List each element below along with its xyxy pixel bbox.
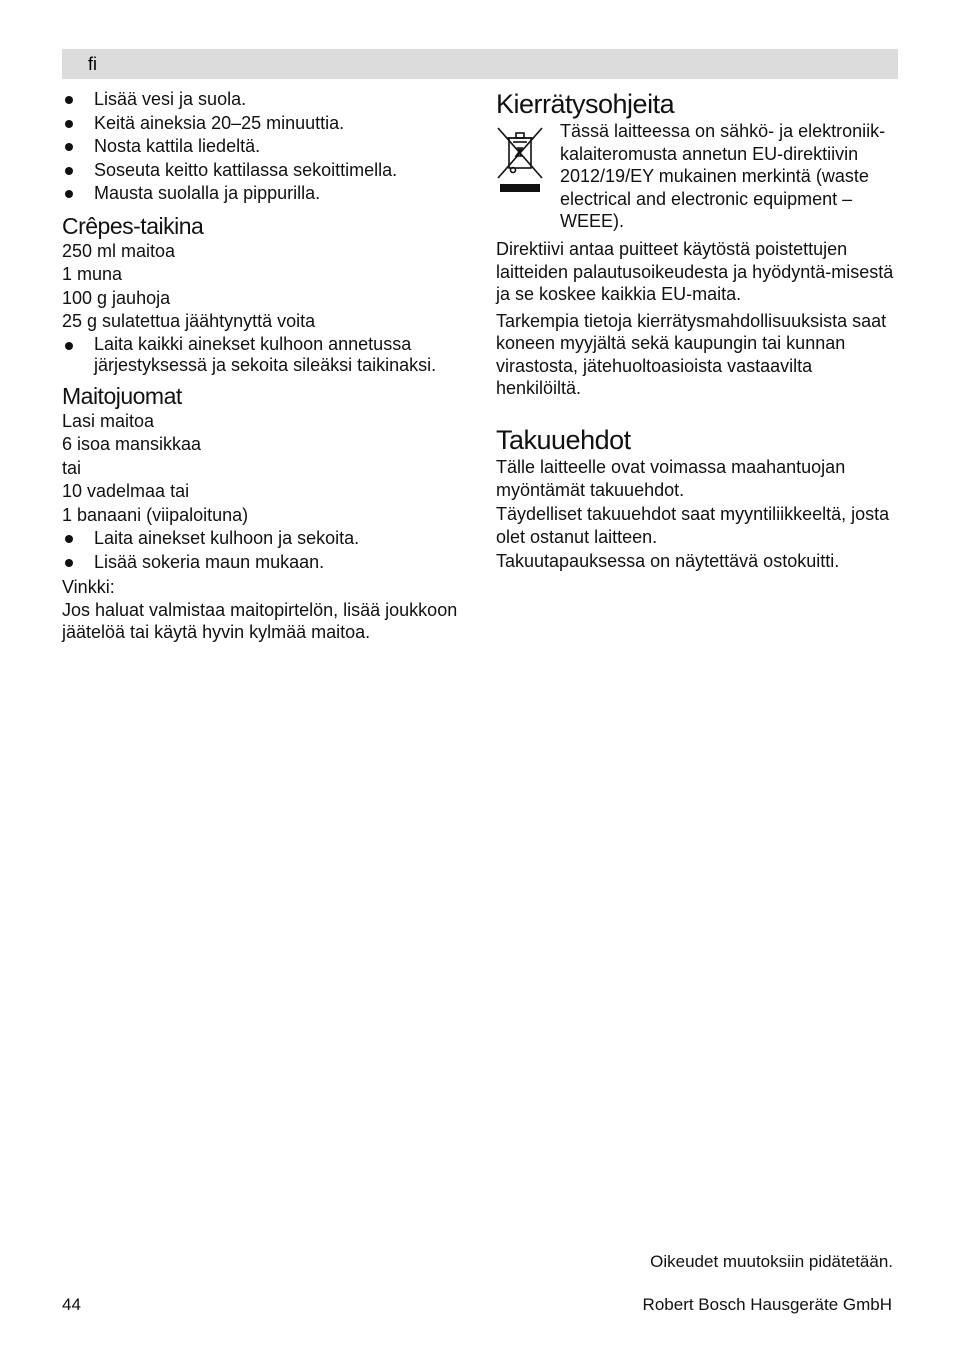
- tip-label: Vinkki:: [62, 577, 115, 597]
- ingredient-line: 250 ml maitoa: [62, 240, 176, 261]
- page-number: 44: [62, 1295, 81, 1314]
- milkshake-steps-list: [62, 527, 462, 574]
- warranty-paragraph-3: Takuutapauksessa on näytettävä ostokuitti.: [496, 550, 840, 571]
- list-item: Soseuta keitto kattilassa sekoittimella.: [62, 159, 462, 183]
- warranty-heading: Takuuehdot: [496, 424, 631, 455]
- soup-steps-list: [62, 88, 462, 206]
- milkshake-heading: Maitojuomat: [62, 382, 182, 409]
- ingredient-line: 1 banaani (viipaloituna): [62, 504, 249, 525]
- ingredient-line: 1 muna: [62, 264, 123, 284]
- language-bar: [62, 49, 898, 79]
- list-item: Laita kaikki ainekset kulhoon annetussa järjestyksessä ja sekoita sileäksi taikinaksi.: [62, 334, 462, 376]
- ingredient-line: 100 g jauhoja: [62, 287, 171, 308]
- recycling-paragraph-2: Tarkempia tietoja kierrätysmahdollisuuksista saat koneen myyjältä sekä kaupungin tai kunnan virastosta, jätehuoltoasioista vastaavilta henkilöiltä.: [496, 310, 887, 398]
- ingredient-line: 10 vadelmaa tai: [62, 481, 190, 501]
- warranty-paragraph-2: Täydelliset takuuehdot saat myyntiliikkeeltä, josta olet ostanut laitteen.: [496, 503, 890, 547]
- weee-block: [496, 120, 896, 238]
- crossed-out-wheelie-bin-icon: [496, 126, 544, 194]
- tip-text: Jos haluat valmistaa maitopirtelön, lisää joukkoon jäätelöä tai käytä hyvin kylmää maitoa.: [62, 600, 458, 642]
- company-name: Robert Bosch Hausgeräte GmbH: [642, 1295, 892, 1314]
- recycling-paragraph-1: Direktiivi antaa puitteet käytöstä poistettujen laitteiden palautusoikeudesta ja hyödyntä-misestä ja se koskee kaikkia EU-maita.: [496, 239, 894, 304]
- warranty-paragraph-1: Tälle laitteelle ovat voimassa maahantuojan myöntämät takuuehdot.: [496, 456, 846, 500]
- recycling-heading: Kierrätysohjeita: [496, 89, 675, 119]
- ingredient-line: 25 g sulatettua jäähtynyttä voita: [62, 311, 316, 331]
- ingredient-line: tai: [62, 457, 82, 478]
- list-item: Mausta suolalla ja pippurilla.: [62, 182, 462, 206]
- crepes-heading: Crêpes-taikina: [62, 212, 204, 239]
- list-item: Lisää sokeria maun mukaan.: [62, 551, 462, 575]
- list-item: Laita ainekset kulhoon ja sekoita.: [62, 527, 462, 551]
- ingredient-line: Lasi maitoa: [62, 410, 155, 431]
- footer-note: Oikeudet muutoksiin pidätetään.: [650, 1252, 893, 1271]
- crepes-steps-list: [62, 334, 462, 376]
- list-item: Keitä aineksia 20–25 minuuttia.: [62, 112, 462, 136]
- weee-text: Tässä laitteessa on sähkö- ja elektroniik-kalaiteromusta annetun EU-direktiivin 2012/19/EY mukainen merkintä (waste electrical and electronic equipment – WEEE).: [560, 121, 886, 231]
- language-label: fi: [88, 54, 97, 74]
- left-column: [62, 88, 462, 643]
- list-item: Lisää vesi ja suola.: [62, 88, 462, 112]
- list-item: Nosta kattila liedeltä.: [62, 135, 462, 159]
- ingredient-line: 6 isoa mansikkaa: [62, 434, 202, 454]
- right-column: [496, 88, 896, 573]
